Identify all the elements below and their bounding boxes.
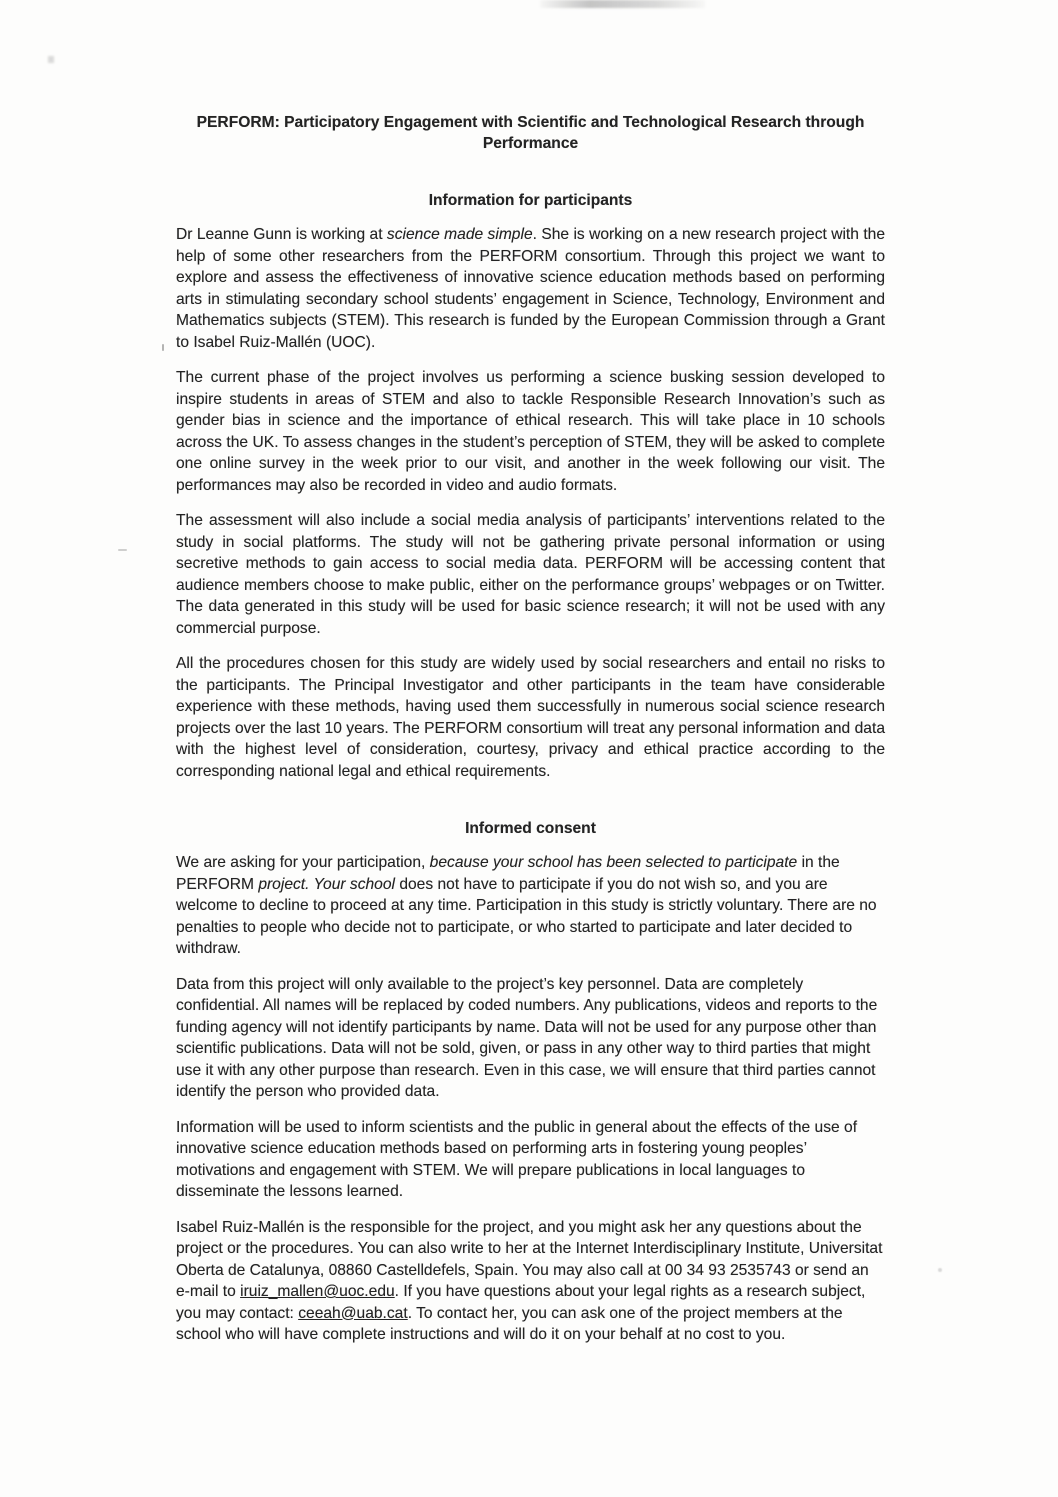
text-run: Information will be used to inform scientists and the public in general about the effects of the use of innovative science education methods based on performing arts in fostering young peoples’ motivations and engagement with STEM. We will prepare publications in local languages to disseminate the lessons learned. — [176, 1118, 858, 1200]
page-title: PERFORM: Participatory Engagement with Scientific and Technological Research through Performance — [196, 114, 865, 152]
scan-artifact — [48, 56, 54, 63]
document-content — [176, 112, 885, 1360]
text-run: project. Your school — [258, 875, 395, 893]
email-link-ceeah: ceeah@uab.cat — [298, 1304, 408, 1322]
text-run: Isabel Ruiz-Mallén is the responsible for the project, and you might ask her any questions about the project or the procedures. You can also write to her at the Internet Interdisciplinary Institute, Universitat Oberta de Catalunya, 08860 Castelldefels, Spain. You may also call at 00 34 93 2535743 or send an e-mail to — [176, 1218, 883, 1300]
text-run: Dr Leanne Gunn is working at — [176, 226, 387, 243]
paragraph-procedures — [176, 653, 885, 782]
text-run: The current phase of the project involves us performing a science busking session developed to inspire students in areas of STEM and also to tackle Responsible Research Innovation’s such as gender bias in science and the importance of ethical research. This will take place in 10 schools across the UK. To assess changes in the student’s perception of STEM, they will be asked to complete one online survey in the week prior to our visit, and another in the week following our visit. The performances may also be recorded in video and audio formats. — [176, 369, 885, 494]
paragraph-confidentiality — [176, 974, 885, 1103]
section-heading-consent: Informed consent — [465, 820, 596, 837]
scan-artifact — [540, 0, 705, 8]
paragraph-current-phase — [176, 367, 885, 496]
text-run: . She is working on a new research project with the help of some other researchers from the PERFORM consortium. Through this project we want to explore and assess the effectiveness of innovative science education methods based on performing arts in stimulating secondary school students’ engagement in Science, Technology, Environment and Mathematics subjects (STEM). This research is funded by the European Commission through a Grant to Isabel Ruiz-Mallén (UOC). — [176, 226, 885, 351]
text-run: . To contact her, you can ask one of the project members at the school who will have complete instructions and will do it on your behalf at no cost to you. — [176, 1304, 843, 1343]
section-heading-information: Information for participants — [428, 192, 633, 209]
text-run: All the procedures chosen for this study are widely used by social researchers and entail no risks to the participants. The Principal Investigator and other participants in the team have considerable experience with these methods, having used them successfully in numerous social science research projects over the last 10 years. The PERFORM consortium will treat any personal information and data with the highest level of consideration, courtesy, privacy and ethical practice according to the corresponding national legal and ethical requirements. — [176, 655, 885, 780]
scan-artifact — [938, 1268, 942, 1272]
text-run: The assessment will also include a social media analysis of participants’ interventions related to the study in social platforms. The study will not be gathering private personal information or using secretive methods to gain access to social media data. PERFORM will be accessing content that audience members choose to make public, either on the performance groups’ webpages or on Twitter. The data generated in this study will be used for basic science research; it will not be used with any commercial purpose. — [176, 512, 885, 637]
text-run: . If you have questions about your legal rights as a research subject, you may contact: — [176, 1283, 866, 1322]
paragraph-dissemination — [176, 1117, 885, 1203]
paragraph-contact — [176, 1217, 885, 1346]
text-run: Data from this project will only available to the project’s key personnel. Data are completely confidential. All names will be replaced by coded numbers. Any publications, videos and reports to the funding agency will not identify participants by name. Data will not be used for any purpose other than scientific publications. Data will not be sold, given, or pass in any other way to third parties that might use it with any other purpose than research. Even in this case, we will ensure that third parties cannot identify the person who provided data. — [176, 975, 878, 1100]
scan-artifact — [118, 549, 127, 551]
paragraph-participation — [176, 852, 885, 960]
email-link-iruiz: iruiz_mallen@uoc.edu — [240, 1283, 395, 1300]
text-run: We are asking for your participation, — [176, 854, 430, 871]
text-run: does not have to participate if you do not wish so, and you are welcome to decline to proceed at any time. Participation in this study is strictly voluntary. There are no penalties to people who decide not to participate, or who started to participate and later decided to withdraw. — [176, 875, 877, 957]
text-run: because your school has been selected to participate — [429, 854, 798, 871]
scan-artifact — [162, 344, 164, 351]
paragraph-intro — [176, 224, 885, 353]
paragraph-social-media — [176, 510, 885, 639]
text-run: in the PERFORM — [176, 854, 840, 893]
text-run: science made simple — [386, 226, 533, 243]
